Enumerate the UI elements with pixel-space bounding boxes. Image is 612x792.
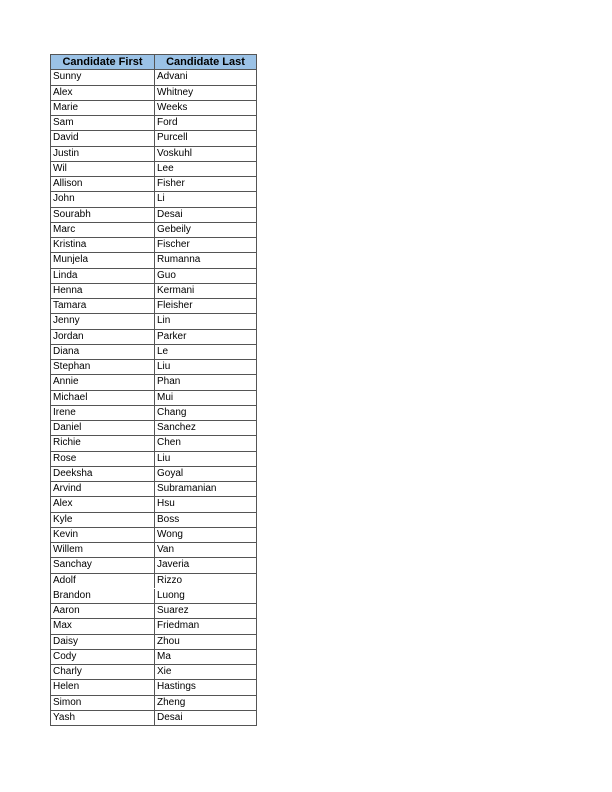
cell-last-name: Purcell xyxy=(157,132,188,144)
cell-last-name: Rumanna xyxy=(157,254,201,266)
table-row xyxy=(51,711,256,726)
cell-last-name: Lin xyxy=(157,315,171,327)
cell-last-name: Desai xyxy=(157,208,183,220)
cell-first-name: Marie xyxy=(51,101,155,115)
cell-first-name: Sourabh xyxy=(51,208,155,222)
cell-first-name: Jordan xyxy=(51,330,155,344)
table-row xyxy=(51,543,256,558)
cell-first-name: Brandon xyxy=(51,589,155,603)
table-row xyxy=(51,406,256,421)
table-row xyxy=(51,604,256,619)
table-row xyxy=(51,345,256,360)
table-row xyxy=(51,696,256,711)
table-row xyxy=(51,86,256,101)
cell-first-name: David xyxy=(51,131,155,145)
cell-last-name: Chen xyxy=(157,437,181,449)
cell-first-name: Charly xyxy=(51,665,155,679)
table-row xyxy=(51,70,256,85)
table-row xyxy=(51,208,256,223)
cell-first-name: Arvind xyxy=(51,482,155,496)
table-row xyxy=(51,421,256,436)
table-row xyxy=(51,162,256,177)
cell-last-name: Gebeily xyxy=(157,223,191,235)
cell-last-name: Voskuhl xyxy=(157,147,193,159)
table-row xyxy=(51,299,256,314)
table-row xyxy=(51,238,256,253)
cell-last-name: Mui xyxy=(157,391,174,403)
cell-first-name: Deeksha xyxy=(51,467,155,481)
cell-last-name: Goyal xyxy=(157,467,184,479)
cell-last-name: Weeks xyxy=(157,101,188,113)
cell-first-name: Helen xyxy=(51,680,155,694)
cell-first-name: Alex xyxy=(51,497,155,511)
table-row xyxy=(51,116,256,131)
cell-first-name: Sam xyxy=(51,116,155,130)
cell-last-name: Fleisher xyxy=(157,300,193,311)
cell-last-name: Van xyxy=(157,544,175,555)
cell-first-name: John xyxy=(51,192,155,206)
table-row xyxy=(51,650,256,665)
cell-first-name: Richie xyxy=(51,436,155,450)
cell-first-name: Wil xyxy=(51,162,155,176)
cell-first-name: Diana xyxy=(51,345,155,359)
cell-last-name: Zhou xyxy=(157,635,180,647)
table-row xyxy=(51,330,256,345)
table-row xyxy=(51,223,256,238)
cell-first-name: Annie xyxy=(51,375,155,389)
cell-last-name: Parker xyxy=(157,330,187,342)
cell-last-name: Wong xyxy=(157,528,183,540)
cell-first-name: Kyle xyxy=(51,513,155,527)
table-row xyxy=(51,467,256,482)
table-row xyxy=(51,177,256,192)
table-row xyxy=(51,680,256,695)
cell-first-name: Tamara xyxy=(51,299,155,313)
table-row xyxy=(51,619,256,634)
cell-last-name: Liu xyxy=(157,361,171,372)
cell-first-name: Allison xyxy=(51,177,155,191)
cell-last-name: Lee xyxy=(157,162,174,174)
cell-last-name: Fisher xyxy=(157,178,185,189)
cell-first-name: Willem xyxy=(51,543,155,557)
table-row xyxy=(51,497,256,512)
cell-first-name: Kristina xyxy=(51,238,155,252)
cell-last-name: Liu xyxy=(157,452,171,464)
cell-first-name: Kevin xyxy=(51,528,155,542)
cell-first-name: Linda xyxy=(51,269,155,283)
cell-last-name: Li xyxy=(157,193,165,205)
cell-first-name: Aaron xyxy=(51,604,155,618)
table-row xyxy=(51,391,256,406)
table-row xyxy=(51,192,256,207)
table-row xyxy=(51,635,256,650)
table-row xyxy=(51,101,256,116)
header-candidate-last: Candidate Last xyxy=(166,56,245,68)
cell-last-name: Fischer xyxy=(157,239,190,250)
cell-last-name: Advani xyxy=(157,71,188,83)
table-header-row xyxy=(51,55,256,70)
cell-last-name: Rizzo xyxy=(157,574,183,586)
cell-last-name: Friedman xyxy=(157,620,200,632)
table-row xyxy=(51,482,256,497)
cell-last-name: Chang xyxy=(157,406,187,418)
cell-first-name: Alex xyxy=(51,86,155,100)
table-row xyxy=(51,513,256,528)
cell-last-name: Ma xyxy=(157,650,171,662)
cell-first-name: Sunny xyxy=(51,70,155,84)
table-row xyxy=(51,253,256,268)
table-row xyxy=(51,284,256,299)
cell-first-name: Simon xyxy=(51,696,155,710)
cell-first-name: Max xyxy=(51,619,155,633)
cell-last-name: Luong xyxy=(157,589,185,601)
table-row xyxy=(51,375,256,390)
cell-first-name: Daniel xyxy=(51,421,155,435)
cell-last-name: Javeria xyxy=(157,559,190,571)
table-row xyxy=(51,558,256,573)
cell-first-name: Yash xyxy=(51,711,155,725)
cell-first-name: Rose xyxy=(51,452,155,466)
cell-first-name: Sanchay xyxy=(51,558,155,572)
cell-first-name: Munjela xyxy=(51,253,155,267)
cell-first-name: Daisy xyxy=(51,635,155,649)
cell-last-name: Suarez xyxy=(157,605,189,616)
cell-last-name: Hastings xyxy=(157,681,196,693)
table-row xyxy=(51,131,256,146)
cell-last-name: Sanchez xyxy=(157,422,196,433)
cell-last-name: Boss xyxy=(157,513,180,525)
cell-last-name: Hsu xyxy=(157,498,175,510)
cell-last-name: Phan xyxy=(157,376,181,388)
cell-first-name: Henna xyxy=(51,284,155,298)
cell-last-name: Xie xyxy=(157,666,172,677)
candidate-table xyxy=(50,54,257,726)
cell-last-name: Guo xyxy=(157,269,176,281)
table-row xyxy=(51,452,256,467)
cell-first-name: Irene xyxy=(51,406,155,420)
table-row xyxy=(51,574,256,589)
table-row xyxy=(51,360,256,375)
cell-last-name: Desai xyxy=(157,711,183,723)
cell-first-name: Jenny xyxy=(51,314,155,328)
cell-last-name: Whitney xyxy=(157,86,194,98)
cell-last-name: Subramanian xyxy=(157,483,217,494)
cell-last-name: Kermani xyxy=(157,284,195,296)
cell-last-name: Zheng xyxy=(157,696,186,708)
table-body xyxy=(51,70,256,726)
table-row xyxy=(51,528,256,543)
table-row xyxy=(51,665,256,680)
table-row xyxy=(51,436,256,451)
table-row xyxy=(51,269,256,284)
cell-first-name: Stephan xyxy=(51,360,155,374)
cell-last-name: Ford xyxy=(157,117,178,128)
table-row xyxy=(51,589,256,604)
cell-first-name: Justin xyxy=(51,147,155,161)
cell-first-name: Adolf xyxy=(51,574,155,588)
header-candidate-first: Candidate First xyxy=(51,55,155,69)
cell-first-name: Michael xyxy=(51,391,155,405)
cell-first-name: Cody xyxy=(51,650,155,664)
table-row xyxy=(51,314,256,329)
table-row xyxy=(51,147,256,162)
cell-first-name: Marc xyxy=(51,223,155,237)
cell-last-name: Le xyxy=(157,345,169,357)
